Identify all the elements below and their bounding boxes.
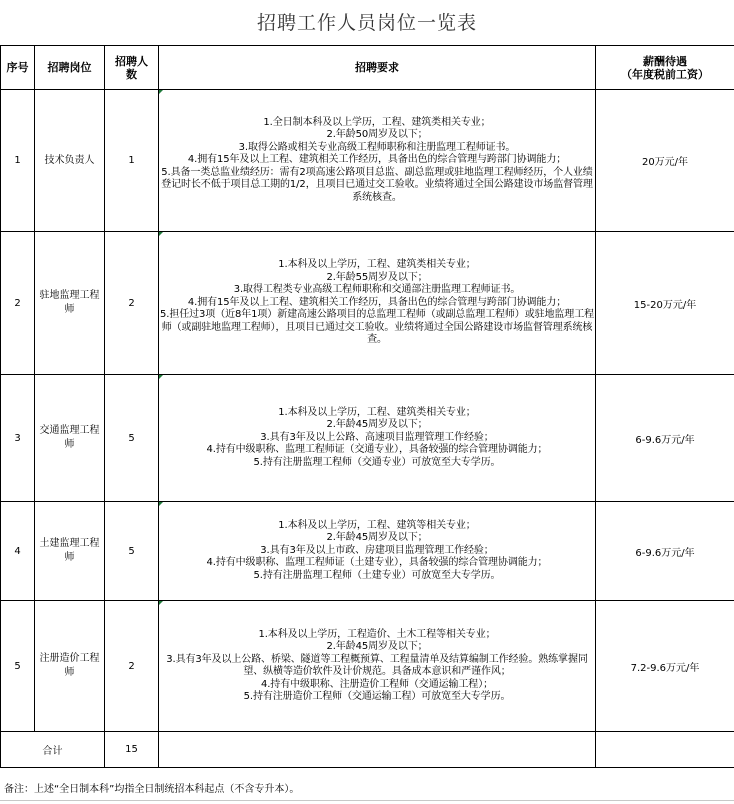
- row-position: 驻地监理工程师: [35, 232, 105, 375]
- row-requirements: [159, 90, 596, 232]
- row-count: 1: [105, 90, 159, 232]
- row-requirements: [159, 502, 596, 601]
- table-row: [1, 375, 734, 502]
- requirement-line: 4.拥有15年及以上工程、建筑相关工作经历，具备出色的综合管理与跨部门协调能力；: [187, 296, 567, 308]
- row-position: 注册造价工程师: [35, 601, 105, 732]
- requirement-line: 5.持有注册造价工程师（交通运输工程）可放宽至大专学历。: [243, 691, 511, 702]
- header-position: 招聘岗位: [35, 46, 105, 90]
- cell-corner-marker: [159, 502, 163, 506]
- requirement-line: 5.担任过3项（近8年1项）新建高速公路项目的总监理工程师（或副总监理工程师）或驻地监理工程师（或副驻地监理工程师），且项目已通过交工验收。业绩将通过全国公路建设市场监督管理系统核查。: [159, 309, 595, 346]
- requirement-line: 3.取得公路或相关专业高级工程师职称和注册监理工程师证书。: [238, 141, 516, 153]
- row-count: 2: [105, 601, 159, 732]
- header-requirements: 招聘要求: [159, 46, 596, 90]
- requirement-line: 4.拥有15年及以上工程、建筑相关工作经历，具备出色的综合管理与跨部门协调能力；: [187, 154, 567, 166]
- row-seq: 3: [1, 375, 35, 502]
- header-seq: 序号: [1, 46, 35, 90]
- requirement-line: 1.全日制本科及以上学历，工程、建筑类相关专业；: [263, 116, 491, 128]
- row-seq: 1: [1, 90, 35, 232]
- requirement-line: 2.年龄55周岁及以下；: [326, 271, 428, 283]
- requirement-line: 4.持有中级职称、监理工程师证（交通专业），具备较强的综合管理协调能力；: [206, 444, 548, 456]
- row-salary: 6-9.6万元/年: [596, 375, 734, 502]
- total-count: 15: [105, 732, 159, 768]
- requirement-line: 3.具有3年及以上市政、房建项目监理管理工作经验；: [260, 544, 494, 556]
- cell-corner-marker: [159, 375, 163, 379]
- total-empty-salary: [596, 732, 734, 768]
- cell-corner-marker: [159, 232, 163, 236]
- table-row: [1, 90, 734, 232]
- total-empty-requirements: [159, 732, 596, 768]
- requirement-line: 4.持有中级职称、注册造价工程师（交通运输工程）；: [260, 678, 494, 690]
- row-salary: 15-20万元/年: [596, 232, 734, 375]
- requirement-line: 1.本科及以上学历，工程、建筑类相关专业；: [278, 406, 476, 418]
- requirement-line: 5.具备一类总监业绩经历：需有2项高速公路项目总监、副总监理或驻地监理工程师经历，个人业绩登记时长不低于项目总工期的1/2，且项目已通过交工验收。业绩将通过全国公路建设市场监督管理系统核查。: [161, 166, 593, 203]
- bottom-rule: [0, 800, 734, 801]
- header-salary-line1: 薪酬待遇: [643, 54, 687, 68]
- recruitment-table: [0, 45, 734, 768]
- header-salary-line2: （年度税前工资）: [621, 67, 709, 81]
- table-row: [1, 232, 734, 375]
- total-label: 合计: [1, 732, 105, 768]
- requirement-line: 2.年龄45周岁及以下；: [326, 419, 428, 431]
- table-body: [1, 90, 734, 768]
- table-row: [1, 502, 734, 601]
- page-title: 招聘工作人员岗位一览表: [256, 12, 477, 34]
- total-row: [1, 732, 734, 768]
- requirement-line: 4.持有中级职称、监理工程师证（土建专业），具备较强的综合管理协调能力；: [206, 557, 548, 569]
- requirement-line: 3.取得工程类专业高级工程师职称和交通部注册监理工程师证书。: [233, 284, 521, 296]
- cell-corner-marker: [159, 601, 163, 605]
- requirement-line: 1.本科及以上学历，工程、建筑类相关专业；: [278, 259, 476, 271]
- row-count: 5: [105, 502, 159, 601]
- row-seq: 2: [1, 232, 35, 375]
- requirement-line: 3.具有3年及以上公路、桥梁、隧道等工程概预算、工程量清单及结算编制工作经验。熟练掌握同望、纵横等造价软件及计价规范。具备成本意识和严谨作风；: [166, 653, 588, 677]
- row-salary: 20万元/年: [596, 90, 734, 232]
- requirement-line: 1.本科及以上学历，工程造价、土木工程等相关专业；: [258, 628, 496, 640]
- requirement-line: 3.具有3年及以上公路、高速项目监理管理工作经验；: [260, 431, 494, 443]
- row-seq: 5: [1, 601, 35, 732]
- row-requirements: [159, 375, 596, 502]
- header-row: [1, 46, 734, 90]
- footnote: 备注：上述“全日制本科”均指全日制统招本科起点（不含专升本）。: [4, 784, 300, 795]
- requirement-line: 5.持有注册监理工程师（交通专业）可放宽至大专学历。: [253, 456, 501, 468]
- row-position: 交通监理工程师: [35, 375, 105, 502]
- row-count: 2: [105, 232, 159, 375]
- header-salary: [596, 46, 734, 90]
- row-salary: 7.2-9.6万元/年: [596, 601, 734, 732]
- requirement-line: 2.年龄45周岁及以下；: [326, 532, 428, 544]
- cell-corner-marker: [159, 90, 163, 94]
- header-count: 招聘人数: [105, 46, 159, 90]
- requirement-line: 1.本科及以上学历，工程、建筑等相关专业；: [278, 519, 476, 531]
- row-position: 土建监理工程师: [35, 502, 105, 601]
- row-salary: 6-9.6万元/年: [596, 502, 734, 601]
- requirement-line: 2.年龄50周岁及以下；: [326, 129, 428, 141]
- row-seq: 4: [1, 502, 35, 601]
- row-count: 5: [105, 375, 159, 502]
- requirement-line: 2.年龄45周岁及以下；: [326, 641, 428, 652]
- row-requirements: [159, 601, 596, 732]
- row-requirements: [159, 232, 596, 375]
- row-position: 技术负责人: [35, 90, 105, 232]
- table-row: [1, 601, 734, 732]
- requirement-line: 5.持有注册监理工程师（土建专业）可放宽至大专学历。: [253, 569, 501, 581]
